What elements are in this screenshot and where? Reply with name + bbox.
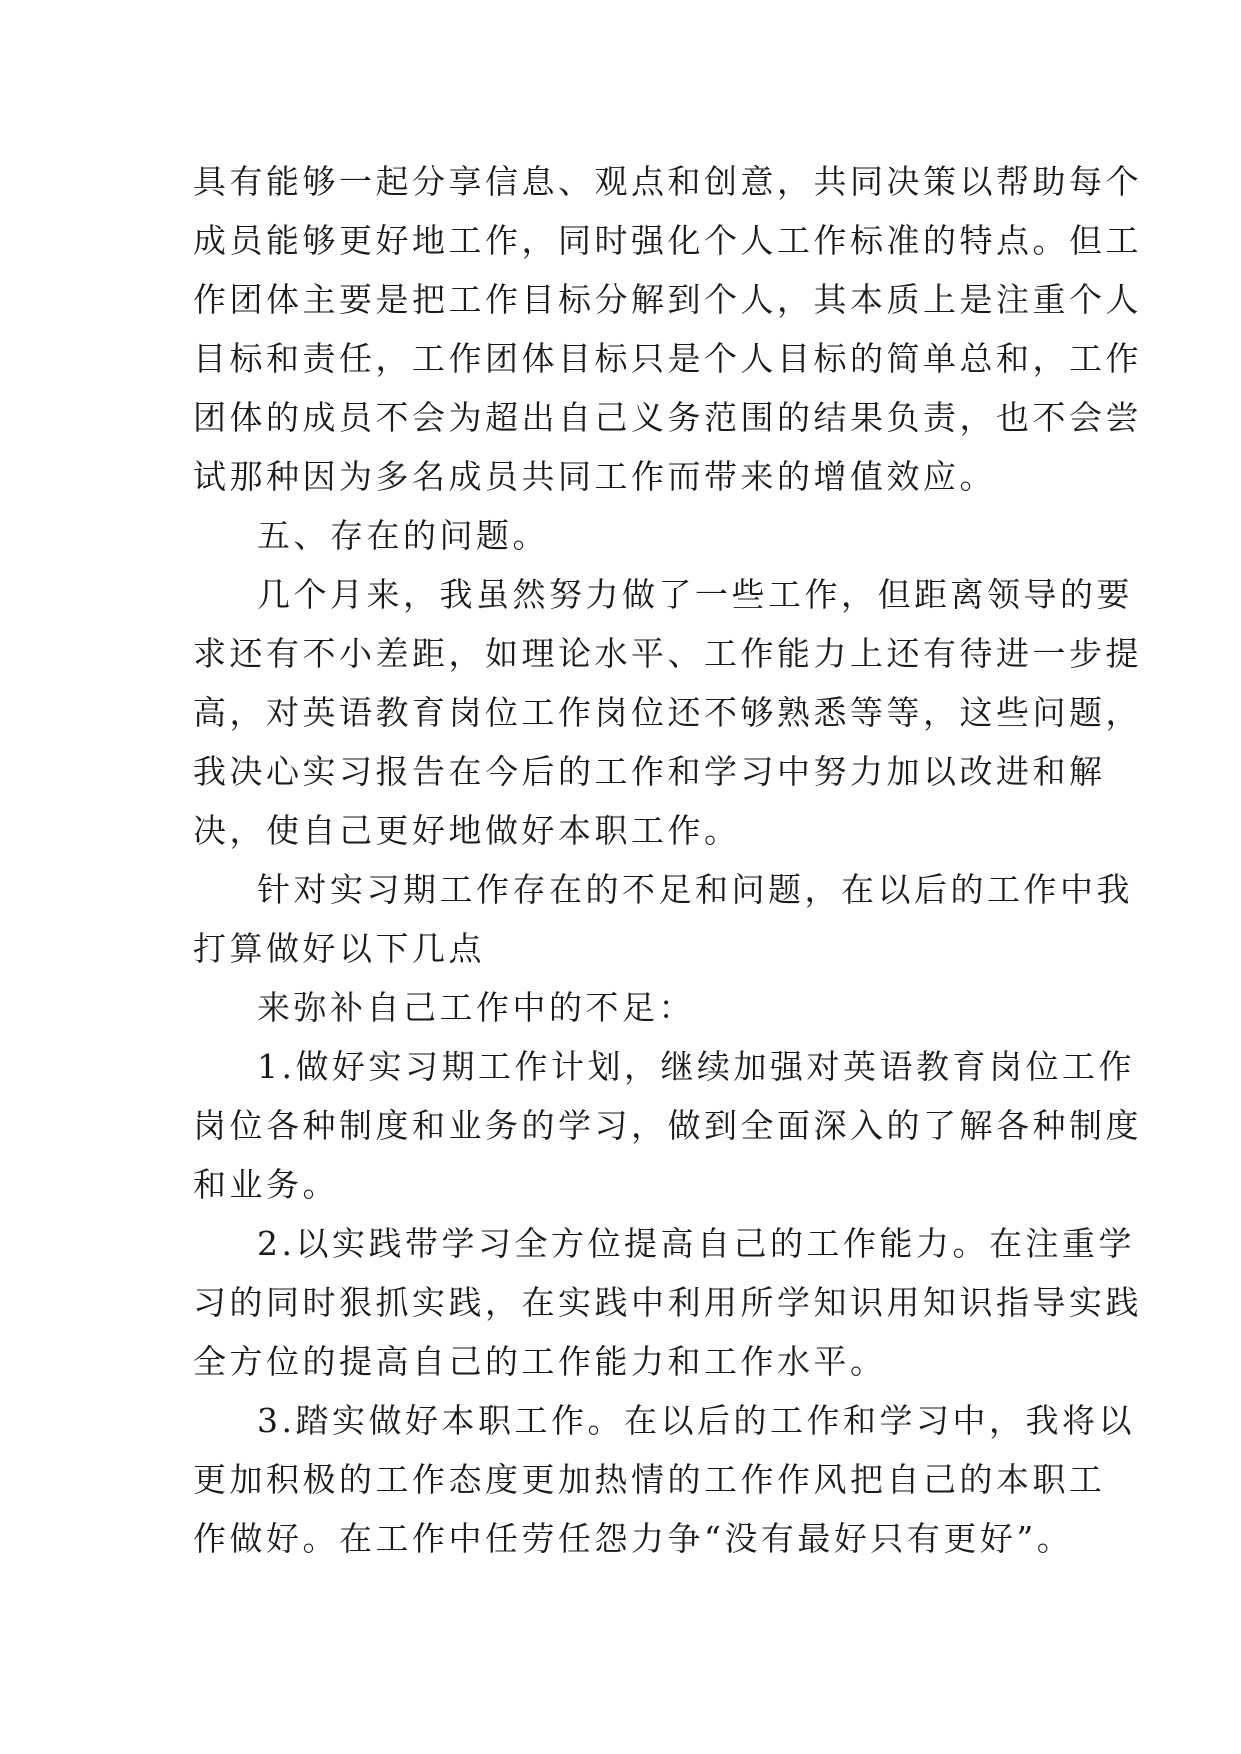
list-item-1: 1.做好实习期工作计划，继续加强对英语教育岗位工作 xyxy=(257,1047,1135,1086)
text-line: 习的同时狠抓实践，在实践中利用所学知识用知识指导实践 xyxy=(193,1283,1142,1322)
text-line: 目标和责任，工作团体目标只是个人目标的简单总和，工作 xyxy=(193,339,1142,378)
text-line: 求还有不小差距，如理论水平、工作能力上还有待进一步提 xyxy=(193,634,1142,673)
text-line: 成员能够更好地工作，同时强化个人工作标准的特点。但工 xyxy=(193,221,1142,260)
text-line: 作团体主要是把工作目标分解到个人，其本质上是注重个人 xyxy=(193,280,1142,319)
text-line: 我决心实习报告在今后的工作和学习中努力加以改进和解 xyxy=(193,752,1106,791)
text-line: 针对实习期工作存在的不足和问题，在以后的工作中我 xyxy=(257,870,1133,909)
text-line: 和业务。 xyxy=(193,1165,339,1204)
text-line: 岗位各种制度和业务的学习，做到全面深入的了解各种制度 xyxy=(193,1106,1142,1145)
text-line: 高，对英语教育岗位工作岗位还不够熟悉等等，这些问题， xyxy=(193,693,1142,732)
document-body xyxy=(193,152,1142,1568)
text-line: 作做好。在工作中任劳任怨力争“没有最好只有更好”。 xyxy=(193,1519,1074,1558)
text-line: 更加积极的工作态度更加热情的工作作风把自己的本职工 xyxy=(193,1460,1106,1499)
text-line: 具有能够一起分享信息、观点和创意，共同决策以帮助每个 xyxy=(193,162,1142,201)
text-line: 全方位的提高自己的工作能力和工作水平。 xyxy=(193,1342,887,1381)
text-line: 试那种因为多名成员共同工作而带来的增值效应。 xyxy=(193,457,996,496)
text-line: 团体的成员不会为超出自己义务范围的结果负责，也不会尝 xyxy=(193,398,1142,437)
list-item-3: 3.踏实做好本职工作。在以后的工作和学习中，我将以 xyxy=(257,1401,1135,1440)
text-line: 来弥补自己工作中的不足： xyxy=(257,988,695,1027)
text-line: 打算做好以下几点 xyxy=(193,929,485,968)
text-line: 决，使自己更好地做好本职工作。 xyxy=(193,811,741,850)
text-line: 几个月来，我虽然努力做了一些工作，但距离领导的要 xyxy=(257,575,1133,614)
list-item-2: 2.以实践带学习全方位提高自己的工作能力。在注重学 xyxy=(257,1224,1135,1263)
section-heading: 五、存在的问题。 xyxy=(257,516,549,555)
